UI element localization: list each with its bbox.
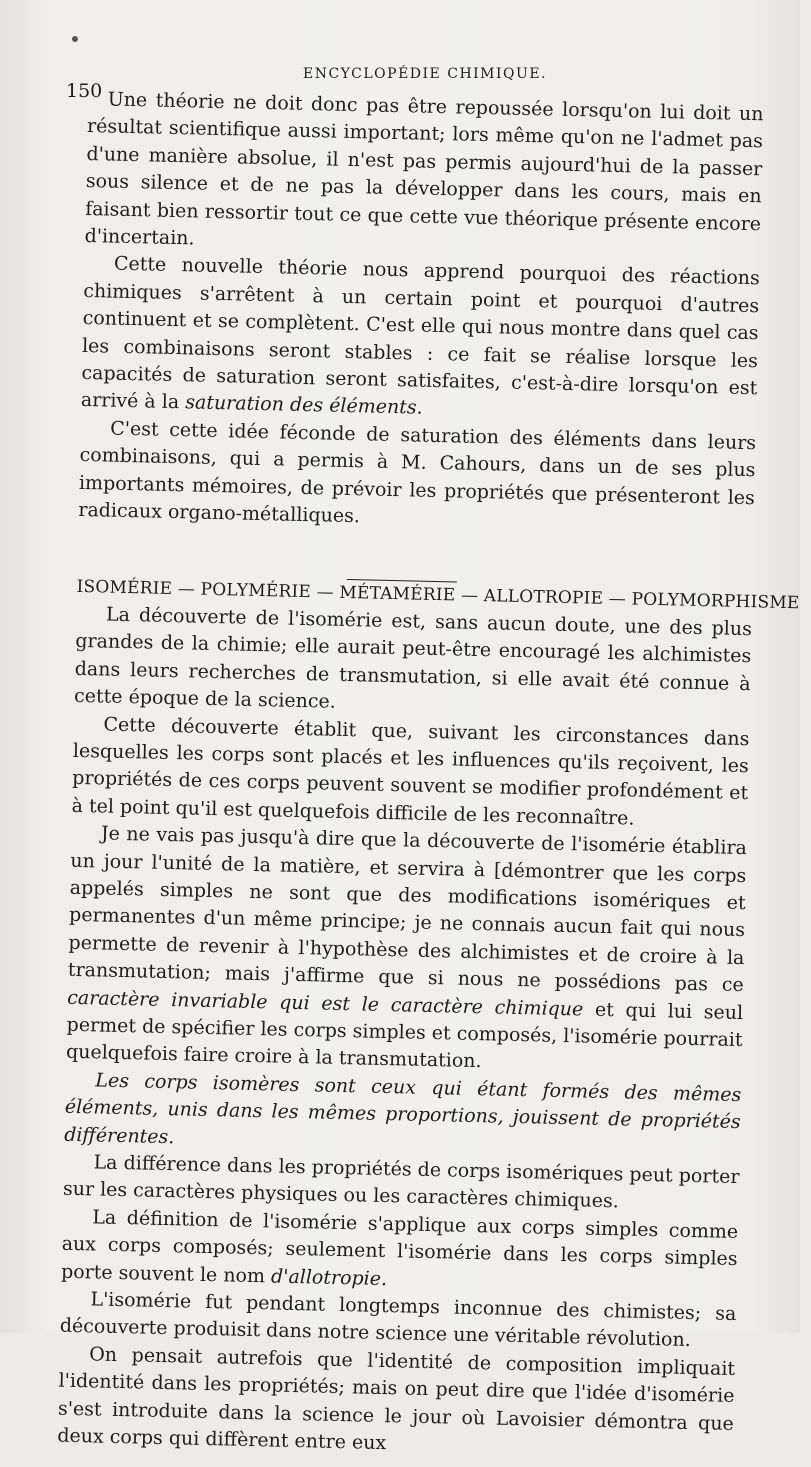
paragraph: La différence dans les propriétés de corps isomériques peut porter sur les caractères physiques ou les caractères chimiques. (62, 1151, 740, 1213)
running-head: ENCYCLOPÉDIE CHIMIQUE. (303, 66, 547, 82)
italic-term: caractère invariable qui est le caractère chimique (67, 986, 584, 1021)
paragraph (81, 250, 761, 430)
paragraph-text: et qui lui seul permet de spécifier les corps simples et composés, l'isomérie pourrait quelquefois faire croire à la transmutation. (65, 998, 744, 1073)
ink-spot (72, 36, 78, 42)
paragraph: Une théorie ne doit donc pas être repoussée lorsqu'on lui doit un résultat scientifique aussi important; lors même qu'on ne l'admet pas d'une manière absolue, il n'est pas permis aujourd'hui de la passer sous silence et de ne pas la développer dans les cours, mais en faisant bien ressortir tout ce que cette vue théorique présente encore d'incertain. (84, 88, 764, 250)
paragraph-text: La définition de l'isomérie s'applique aux corps simples comme aux corps composés; seulement l'isomérie dans les corps simples porte souvent le nom (60, 1206, 739, 1287)
paragraph (61, 1204, 739, 1302)
definition: Les corps isomères sont ceux qui étant formés des mêmes éléments, unis dans les mêmes proportions, jouissent de propriétés différentes. (63, 1069, 742, 1148)
section-heading: ISOMÉRIE — POLYMÉRIE — MÉTAMÉRIE — ALLOTROPIE — POLYMORPHISME (76, 576, 800, 613)
paragraph-text: Je ne vais pas jusqu'à dire que la découverte de l'isomérie établira un jour l'unité de la matière, et servira à [démontrer que les corps appelés simples ne sont que des modifications isomériques et permanentes d'un même principe; je ne connais aucun fait qui nous permette de revenir à l'hypothèse des alchimistes et de croire à la transmutation; mais j'affirme que si nous ne possédions pas ce (67, 822, 748, 997)
italic-term: d'allotropie. (270, 1265, 388, 1290)
paragraph: L'isomérie fut pendant longtemps inconnue des chimistes; sa découverte produisit dans notre science une véritable révolution. (59, 1288, 737, 1352)
paragraph (66, 820, 747, 1082)
paragraph-text: Cette nouvelle théorie nous apprend pourquoi des réactions chimiques s'arrêtent à un certain point et pourquoi d'autres continuent et se complètent. C'est elle qui nous montre dans quel cas les combinaisons seront stables : ce fait se réalise lorsque les capacités de saturation seront satisfaites, c'est-à-dire lorsqu'on est arrivé à la (80, 253, 761, 414)
italic-term: saturation des éléments. (184, 391, 423, 420)
paragraph: On pensait autrefois que l'identité de composition impliquait l'identité dans les propriétés; mais on peut dire que l'idée d'isomérie s'est introduite dans la science le jour où Lavoisier démontra que deux corps qui diffèrent entre eux (57, 1343, 736, 1455)
body-text (57, 86, 800, 1465)
paragraph: Cette découverte établit que, suivant les circonstances dans lesquelles les corps sont placés et les influences qu'ils reçoivent, les propriétés de ces corps peuvent souvent se modifier profondément et à tel point qu'il est quelquefois difficile de les reconnaître. (71, 713, 750, 830)
page-number: 150 (66, 80, 103, 102)
paragraph: C'est cette idée féconde de saturation des éléments dans leurs combinaisons, qui a permis à M. Cahours, dans un de ses plus importants mémoires, de prévoir les propriétés que présenteront les radicaux organo-métalliques. (78, 417, 757, 528)
paragraph: La découverte de l'isomérie est, sans aucun doute, une des plus grandes de la chimie; elle aurait peut-être encouragé les alchimistes dans leurs recherches de transmutation, si elle avait été connue à cette époque de la science. (73, 603, 753, 713)
